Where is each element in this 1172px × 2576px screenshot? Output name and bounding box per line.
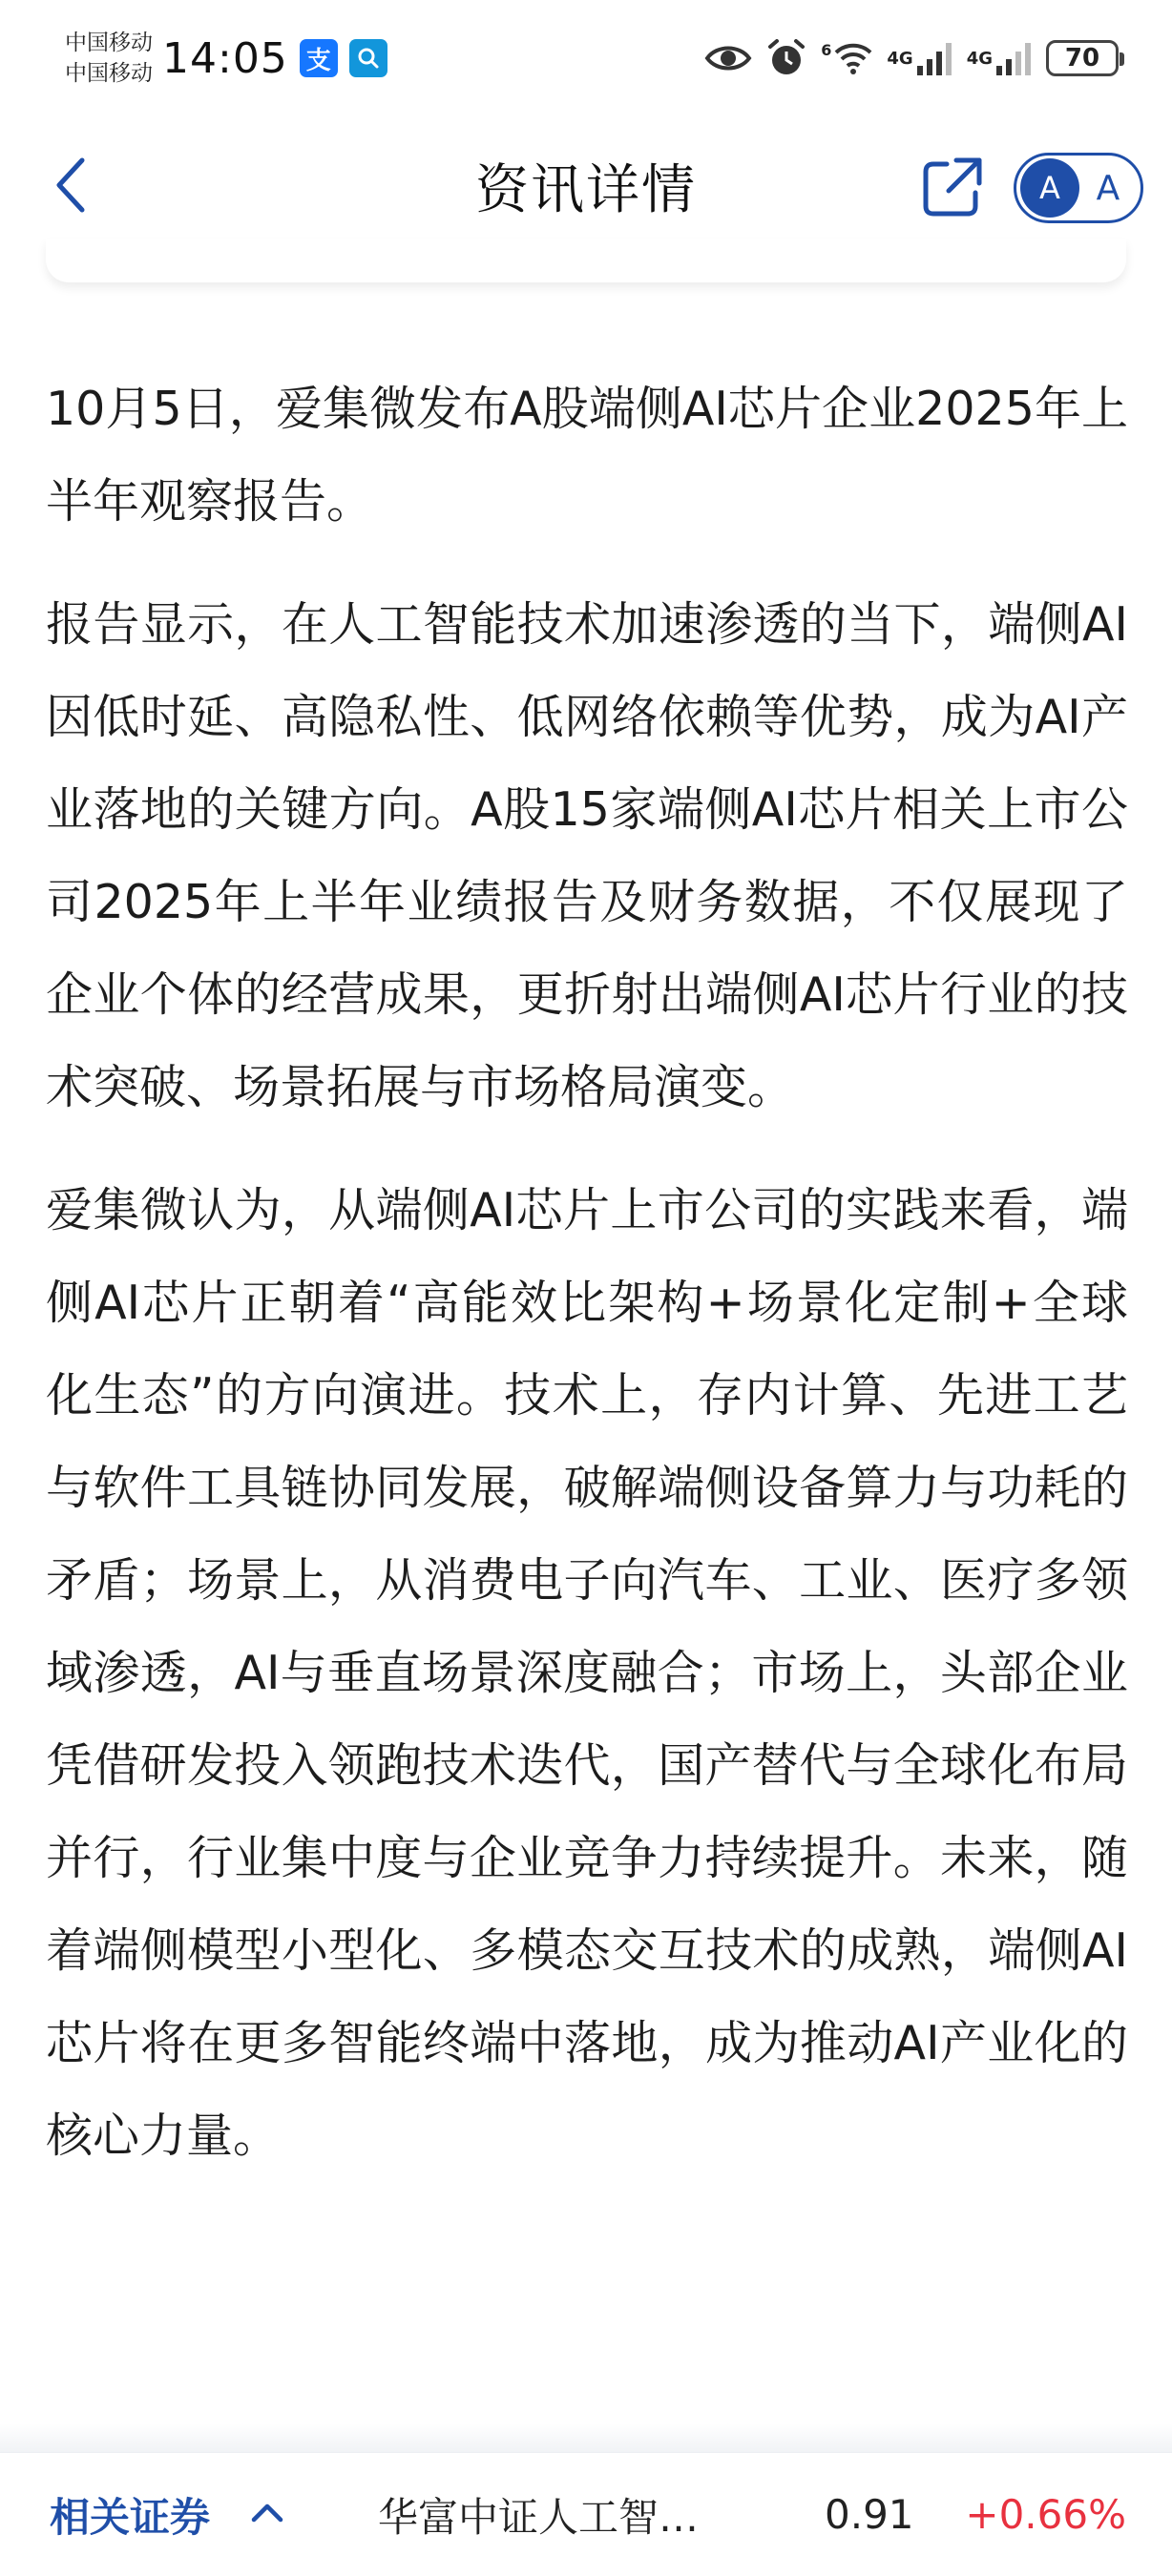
wifi-version: 6 [821,41,832,59]
collapsed-card-edge [46,239,1126,282]
network-type: 4G [966,48,993,69]
article-paragraph: 爱集微认为，从端侧AI芯片上市公司的实践来看，端侧AI芯片正朝着“高能效比架构+场景化定制+全球化生态”的方向演进。技术上，存内计算、先进工艺与软件工具链协同发展，破解端侧设备算力与功耗的矛盾；场景上，从消费电子向汽车、工业、医疗多领域渗透，AI与垂直场景深度融合；市场上，头部企业凭借研发投入领跑技术迭代，国产替代与全球化布局并行，行业集中度与企业竞争力持续提升。未来，随着端侧模型小型化、多模态交互技术的成熟，端侧AI芯片将在更多智能终端中落地，成为推动AI产业化的核心力量。 [46,1183,1128,2163]
security-price: 0.91 [825,2491,914,2538]
share-button[interactable] [918,153,987,221]
wifi-icon [821,41,873,75]
network-type: 4G [887,48,913,69]
carrier-group [65,28,153,89]
article-body [46,363,1128,2212]
security-change: +0.66% [965,2491,1126,2538]
share-icon [920,155,985,219]
carrier-label: 中国移动 [65,61,153,86]
chevron-up-icon[interactable] [250,2501,284,2527]
alarm-icon [765,37,807,79]
related-securities-label[interactable]: 相关证券 [50,2493,211,2541]
status-icons [704,37,1119,79]
battery-icon [1046,40,1119,76]
signal-icon [887,41,952,75]
font-toggle-active: A [1020,158,1079,218]
font-toggle-inactive: A [1096,168,1120,208]
related-securities-bar[interactable] [0,2452,1172,2576]
security-name[interactable]: 华富中证人工智… [378,2493,700,2541]
status-bar [0,0,1172,116]
carrier-label: 中国移动 [65,31,153,55]
bottom-shadow [0,2423,1172,2452]
article-paragraph: 报告显示，在人工智能技术加速渗透的当下，端侧AI因低时延、高隐私性、低网络依赖等优势，成为AI产业落地的关键方向。A股15家端侧AI芯片相关上市公司2025年上半年业绩报告及财务数据，不仅展现了企业个体的经营成果，更折射出端侧AI芯片行业的技术突破、场景拓展与市场格局演变。 [46,597,1128,1114]
search-app-icon [349,39,387,77]
article-paragraph: 10月5日，爱集微发布A股端侧AI芯片企业2025年上半年观察报告。 [46,382,1128,529]
alipay-icon: 支 [300,39,338,77]
battery-level: 70 [1064,44,1100,73]
nav-header [0,124,1172,248]
signal-icon [967,41,1033,75]
font-size-toggle[interactable] [1014,153,1143,223]
page-title: 资讯详情 [475,159,697,221]
status-time: 14:05 [162,33,288,83]
eye-icon [704,42,752,74]
